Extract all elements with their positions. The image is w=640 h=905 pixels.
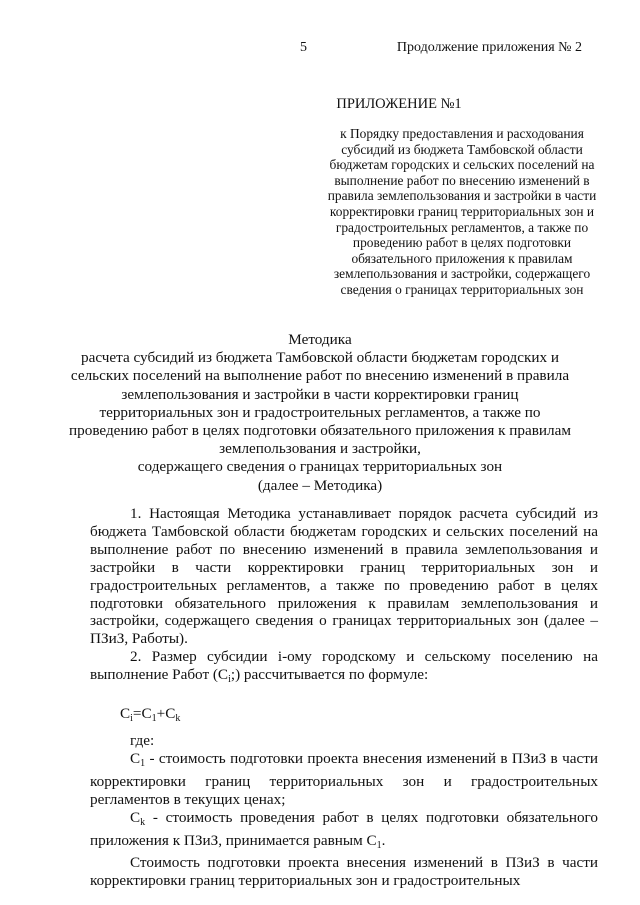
- appendix-line: градостроительных регламентов, а также по: [335, 219, 589, 235]
- paragraph-2-text-end: ;) рассчитывается по формуле:: [230, 666, 429, 684]
- page-number: 5: [300, 40, 307, 55]
- paragraph-2-text: 2. Размер субсидии i-ому городскому и сельскому поселению на выполнение Работ (С: [90, 648, 598, 684]
- paragraph-3: Стоимость подготовки проекта внесения изменений в ПЗиЗ в части корректировки границ территориальных зон и градостроительных: [90, 854, 598, 890]
- methodology-line: землепользования и застройки,: [219, 440, 421, 458]
- methodology-line: территориальных зон и градостроительных регламентов, а также по: [99, 403, 541, 421]
- formula: [90, 705, 598, 728]
- definition-end: .: [381, 831, 386, 849]
- subscript: 1: [140, 757, 146, 769]
- appendix-line: правила землепользования и застройки в части: [327, 188, 597, 204]
- definition-c1: [90, 750, 598, 809]
- methodology-heading: Методика: [288, 331, 352, 348]
- document-body: [90, 505, 598, 890]
- methodology-line: (далее – Методика): [257, 476, 383, 494]
- appendix-line: обязательного приложения к правилам: [351, 250, 573, 266]
- methodology-line: землепользования и застройки в части корректировки границ: [121, 385, 519, 403]
- definition-text: - стоимость подготовки проекта внесения изменений в ПЗиЗ в части корректировки границ территориальных зон и градостроительных регламентов в текущих ценах;: [90, 749, 598, 808]
- appendix-line: к Порядку предоставления и расходования: [340, 126, 584, 141]
- subscript: i: [228, 674, 231, 686]
- where-label: где:: [130, 731, 155, 749]
- methodology-line: проведению работ в целях подготовки обязательного приложения к правилам: [69, 422, 571, 440]
- formula-term: +C: [156, 705, 176, 723]
- appendix-line: корректировки границ территориальных зон и: [329, 203, 595, 219]
- symbol: C: [130, 808, 141, 826]
- definition-text: - стоимость проведения работ в целях подготовки обязательного приложения к ПЗиЗ, принимается равным С: [90, 808, 598, 849]
- paragraph-2: [90, 648, 598, 689]
- appendix-line: проведению работ в целях подготовки: [352, 235, 572, 251]
- formula-term: =C: [132, 705, 152, 723]
- symbol: C: [130, 749, 141, 767]
- subscript: k: [175, 713, 181, 725]
- appendix-line: землепользования и застройки, содержащего: [333, 266, 591, 282]
- appendix-line: субсидий из бюджета Тамбовской области: [341, 141, 583, 157]
- methodology-line: содержащего сведения о границах территориальных зон: [137, 458, 503, 476]
- appendix-line: сведения о границах территориальных зон: [340, 281, 584, 297]
- paragraph-1: 1. Настоящая Методика устанавливает порядок расчета субсидий из бюджета Тамбовской области бюджетам городских и сельских поселений на выполнение работ по внесению изменений в правила землепользования и застройки в части корректировки границ территориальных зон и градостроительных регламентов, а также по проведению работ в целях подготовки обязательного приложения к правилам землепользования и застройки, содержащего сведения о границах территориальных зон (далее – ПЗиЗ, Работы).: [90, 505, 598, 648]
- continuation-note: Продолжение приложения № 2: [396, 40, 582, 55]
- subscript: 1: [151, 713, 157, 725]
- methodology-line: сельских поселений на выполнение работ по внесению изменений в правила: [70, 367, 570, 385]
- definition-ck: [90, 809, 598, 855]
- methodology-title: [60, 331, 580, 495]
- appendix-line: бюджетам городских и сельских поселений на: [329, 157, 595, 173]
- appendix-reference: [318, 126, 606, 298]
- subscript: i: [130, 713, 133, 725]
- subscript: 1: [376, 839, 382, 851]
- methodology-line: расчета субсидий из бюджета Тамбовской области бюджетам городских и: [81, 349, 559, 367]
- appendix-title: ПРИЛОЖЕНИЕ №1: [336, 96, 462, 112]
- appendix-line: выполнение работ по внесению изменений в: [334, 172, 590, 188]
- subscript: k: [140, 816, 146, 828]
- formula-term: C: [120, 705, 131, 723]
